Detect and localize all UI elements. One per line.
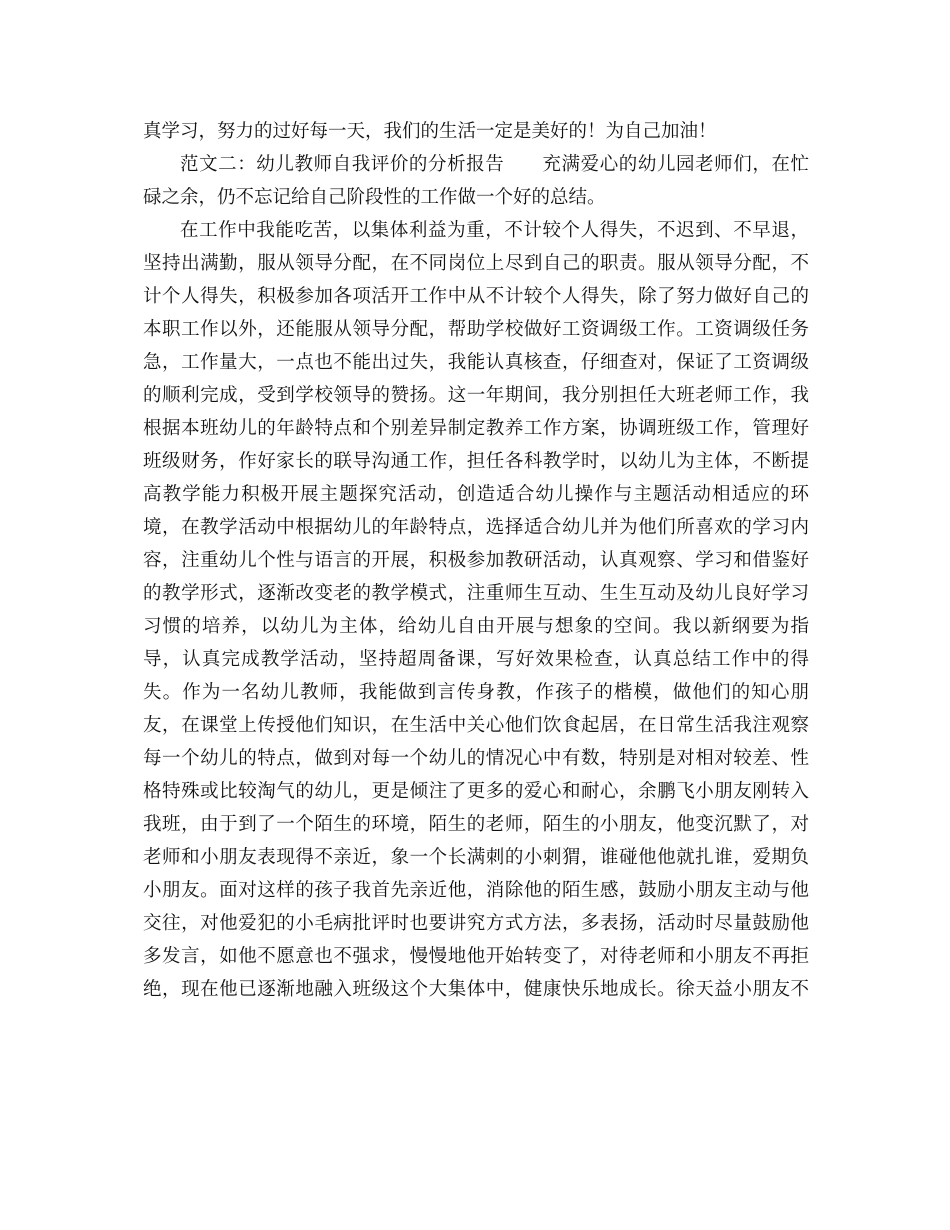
text-line: 本职工作以外，还能服从领导分配，帮助学校做好工资调级工作。工资调级任务 xyxy=(143,319,809,340)
text-line: 范文二：幼儿教师自我评价的分析报告 充满爱心的幼儿园老师们，在忙 xyxy=(180,154,809,175)
text-line: 多发言，如他不愿意也不强求，慢慢地他开始转变了，对待老师和小朋友不再拒 xyxy=(143,946,809,967)
text-line: 坚持出满勤，服从领导分配，在不同岗位上尽到自己的职责。服从领导分配，不 xyxy=(143,253,809,274)
text-line: 高教学能力积极开展主题探究活动，创造适合幼儿操作与主题活动相适应的环 xyxy=(143,484,809,505)
text-line: 根据本班幼儿的年龄特点和个别差异制定教养工作方案，协调班级工作，管理好 xyxy=(143,418,809,439)
text-line: 境，在教学活动中根据幼儿的年龄特点，选择适合幼儿并为他们所喜欢的学习内 xyxy=(143,517,809,538)
text-line: 急，工作量大，一点也不能出过失，我能认真核查，仔细查对，保证了工资调级 xyxy=(143,352,809,373)
text-line: 我班，由于到了一个陌生的环境，陌生的老师，陌生的小朋友，他变沉默了，对 xyxy=(143,814,809,835)
text-line: 小朋友。面对这样的孩子我首先亲近他，消除他的陌生感，鼓励小朋友主动与他 xyxy=(143,880,809,901)
text-line: 导，认真完成教学活动，坚持超周备课，写好效果检查，认真总结工作中的得 xyxy=(143,649,809,670)
text-line: 绝，现在他已逐渐地融入班级这个大集体中，健康快乐地成长。徐天益小朋友不 xyxy=(143,979,809,1000)
text-line: 习惯的培养，以幼儿为主体，给幼儿自由开展与想象的空间。我以新纲要为指 xyxy=(143,616,809,637)
text-line: 失。作为一名幼儿教师，我能做到言传身教，作孩子的楷模，做他们的知心朋 xyxy=(143,682,809,703)
document-body xyxy=(143,115,809,1006)
text-line: 老师和小朋友表现得不亲近，象一个长满刺的小刺猬，谁碰他他就扎谁，爱期负 xyxy=(143,847,809,868)
text-line: 计个人得失，积极参加各项活开工作中从不计较个人得失，除了努力做好自己的 xyxy=(143,286,809,307)
text-line: 在工作中我能吃苦，以集体利益为重，不计较个人得失，不迟到、不早退， xyxy=(180,220,809,241)
text-line: 每一个幼儿的特点，做到对每一个幼儿的情况心中有数，特别是对相对较差、性 xyxy=(143,748,809,769)
text-line: 友，在课堂上传授他们知识，在生活中关心他们饮食起居，在日常生活我注观察 xyxy=(143,715,809,736)
text-line: 真学习，努力的过好每一天，我们的生活一定是美好的！为自己加油！ xyxy=(143,121,717,142)
text-line: 格特殊或比较淘气的幼儿，更是倾注了更多的爱心和耐心，余鹏飞小朋友刚转入 xyxy=(143,781,809,802)
text-line: 的教学形式，逐渐改变老的教学模式，注重师生互动、生生互动及幼儿良好学习 xyxy=(143,583,809,604)
text-line: 班级财务，作好家长的联导沟通工作，担任各科教学时，以幼儿为主体，不断提 xyxy=(143,451,809,472)
text-line: 交往，对他爱犯的小毛病批评时也要讲究方式方法，多表扬，活动时尽量鼓励他 xyxy=(143,913,809,934)
text-line: 的顺利完成，受到学校领导的赞扬。这一年期间，我分别担任大班老师工作，我 xyxy=(143,385,809,406)
text-line: 容，注重幼儿个性与语言的开展，积极参加教研活动，认真观察、学习和借鉴好 xyxy=(143,550,809,571)
text-line: 碌之余，仍不忘记给自己阶段性的工作做一个好的总结。 xyxy=(143,187,606,208)
